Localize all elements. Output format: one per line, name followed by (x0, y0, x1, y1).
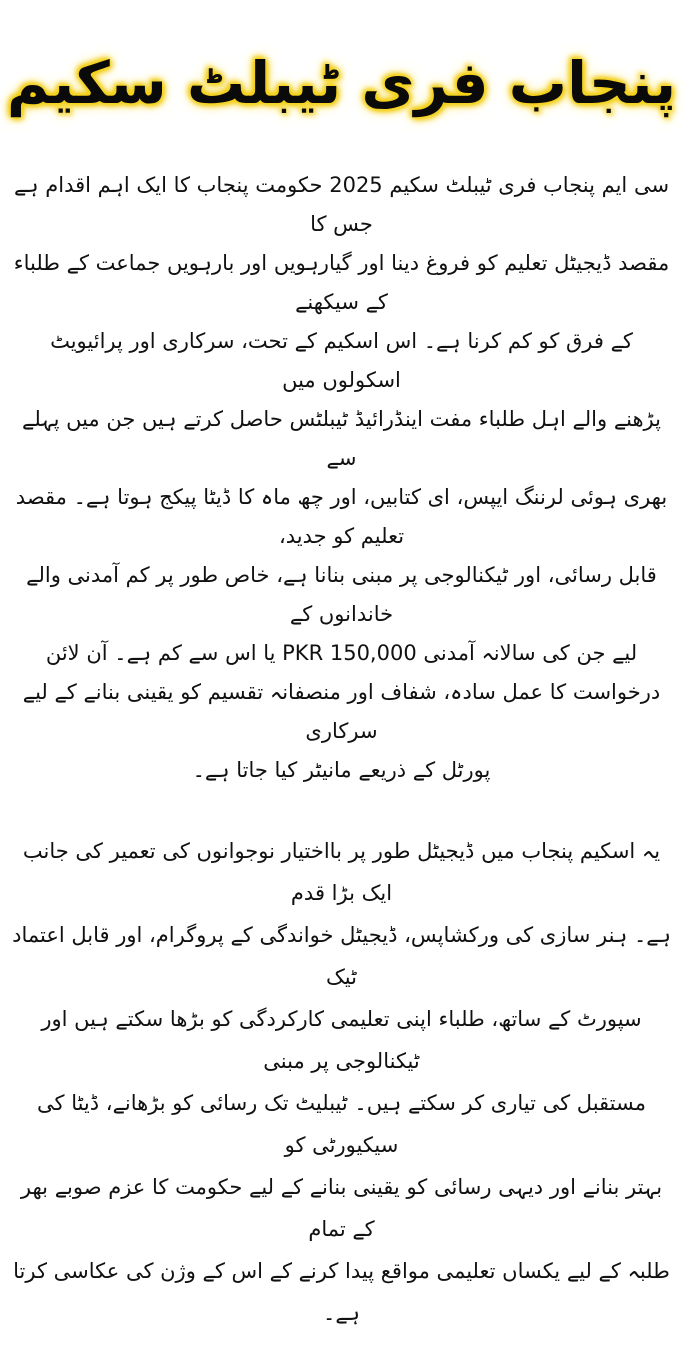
text-line: سپورٹ کے ساتھ، طلباء اپنی تعلیمی کارکردگی کو بڑھا سکتے ہیں اور ٹیکنالوجی پر مبنی (41, 1007, 642, 1073)
text-line: ہے۔ ہنر سازی کی ورکشاپس، ڈیجیٹل خواندگی کے پروگرام، اور قابل اعتماد ٹیک (12, 923, 671, 989)
text-line: درخواست کا عمل سادہ، شفاف اور منصفانہ تقسیم کو یقینی بنانے کے لیے سرکاری (22, 680, 661, 743)
text-line: مقصد ڈیجیٹل تعلیم کو فروغ دینا اور گیارہویں اور بارہویں جماعت کے طلباء کے سیکھنے (13, 251, 670, 314)
text-line: کے فرق کو کم کرنا ہے۔ اس اسکیم کے تحت، سرکاری اور پرائیویٹ اسکولوں میں (50, 329, 633, 392)
article-title: پنجاب فری ٹیبلٹ سکیم (6, 49, 677, 117)
text-line: طلبہ کے لیے یکساں تعلیمی مواقع پیدا کرنے کے اس کے وژن کی عکاسی کرتا ہے۔ (13, 1259, 670, 1325)
text-line: مستقبل کی تیاری کر سکتے ہیں۔ ٹیبلیٹ تک رسائی کو بڑھانے، ڈیٹا کی سیکیورٹی کو (37, 1091, 646, 1157)
text-line: پورٹل کے ذریعے مانیٹر کیا جاتا ہے۔ (192, 758, 491, 782)
text-line: لیے جن کی سالانہ آمدنی PKR 150,000 یا اس سے کم ہے۔ آن لائن (45, 641, 638, 665)
paragraph-intro (0, 166, 683, 790)
text-line: قابل رسائی، اور ٹیکنالوجی پر مبنی بنانا ہے، خاص طور پر کم آمدنی والے خاندانوں کے (26, 563, 657, 626)
text-line: یہ اسکیم پنجاب میں ڈیجیٹل طور پر بااختیار نوجوانوں کی تعمیر کی جانب ایک بڑا قدم (22, 839, 661, 905)
text-line: پڑھنے والے اہل طلباء مفت اینڈرائیڈ ٹیبلٹس حاصل کرتے ہیں جن میں پہلے سے (22, 407, 661, 470)
text-line: بھری ہوئی لرننگ ایپس، ای کتابیں، اور چھ ماہ کا ڈیٹا پیکج ہوتا ہے۔ مقصد تعلیم کو جدید، (15, 485, 668, 548)
text-line: بہتر بنانے اور دیہی رسائی کو یقینی بنانے کے لیے حکومت کا عزم صوبے بھر کے تمام (20, 1175, 663, 1241)
paragraph-vision (0, 830, 683, 1350)
text-line: سی ایم پنجاب فری ٹیبلٹ سکیم 2025 حکومت پنجاب کا ایک اہم اقدام ہے جس کا (13, 173, 670, 236)
